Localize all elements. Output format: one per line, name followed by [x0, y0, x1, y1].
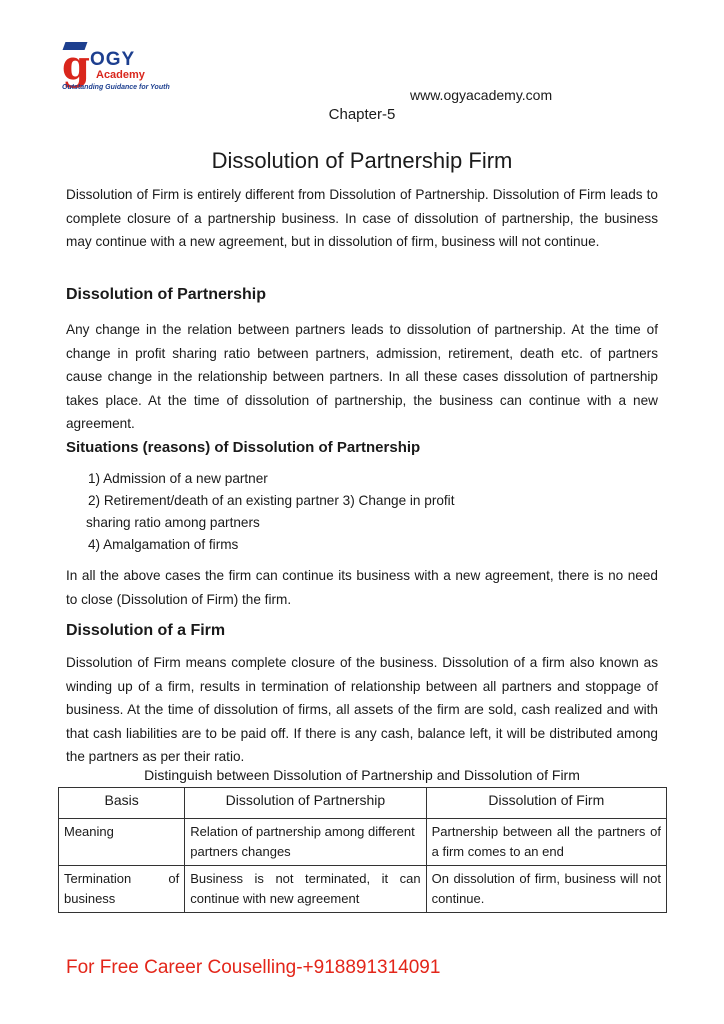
chapter-label: Chapter-5 [328, 106, 396, 123]
header-basis: Basis [59, 788, 185, 819]
website-url: www.ogyacademy.com [410, 87, 553, 103]
header-partnership: Dissolution of Partnership [185, 788, 426, 819]
firm-paragraph: Dissolution of Firm means complete closure of the business. Dissolution of a firm also known as winding up of a firm, results in termination of relationship between all partners and stoppage of business. At the time of dissolution of firms, all assets of the firm are sold, cash realized and with that cash liabilities are to be paid off. If there is any cash, balance left, it will be distributed among the partners as per their ratio. [66, 655, 658, 764]
logo-name: OGY [90, 49, 136, 70]
table-cell: Business is not terminated, it can continue with new agreement [185, 866, 426, 913]
situations-heading: Situations (reasons) of Dissolution of Partnership [66, 439, 421, 456]
table-row [59, 866, 667, 913]
situations-list [88, 468, 538, 556]
table-cell: Partnership between all the partners of a firm comes to an end [426, 819, 666, 866]
partnership-heading: Dissolution of Partnership [66, 286, 267, 303]
list-item: 4) Amalgamation of firms [88, 537, 239, 552]
situations-conclusion: In all the above cases the firm can continue its business with a new agreement, there is no need to close (Dissolution of Firm) the firm. [66, 568, 658, 607]
logo-subtitle: Academy [96, 69, 145, 81]
table-cell: Meaning [59, 819, 185, 866]
logo-tagline: Outstanding Guidance for Youth [62, 84, 170, 91]
logo-mark-g: g [62, 42, 90, 89]
intro-paragraph: Dissolution of Firm is entirely different from Dissolution of Partnership. Dissolution of Firm leads to complete closure of a partnership business. In case of dissolution of partnership, the business may continue with a new agreement, but in dissolution of firm, business will not continue. [66, 187, 658, 249]
firm-heading: Dissolution of a Firm [66, 622, 226, 639]
table-row [59, 819, 667, 866]
footer-contact: For Free Career Couselling-+918891314091 [66, 957, 441, 978]
page-title: Dissolution of Partnership Firm [211, 148, 513, 173]
brand-logo [62, 42, 170, 100]
list-item: sharing ratio among partners [86, 515, 260, 530]
comparison-table [58, 787, 667, 913]
header-firm: Dissolution of Firm [426, 788, 666, 819]
table-cell: On dissolution of firm, business will not continue. [426, 866, 666, 913]
list-item: 1) Admission of a new partner [88, 471, 268, 486]
list-item: 2) Retirement/death of an existing partner 3) Change in profit [88, 493, 455, 508]
partnership-paragraph: Any change in the relation between partners leads to dissolution of partnership. At the time of change in profit sharing ratio between partners, admission, retirement, death etc. of partners cause change in the relationship between partners. In all these cases dissolution of partnership takes place. At the time of dissolution of partnership, the business can continue with a new agreement. [66, 322, 658, 431]
table-caption: Distinguish between Dissolution of Partnership and Dissolution of Firm [144, 767, 580, 783]
table-header-row [59, 788, 667, 819]
table-cell: Relation of partnership among different partners changes [185, 819, 426, 866]
table-cell: Termination of business [59, 866, 185, 913]
